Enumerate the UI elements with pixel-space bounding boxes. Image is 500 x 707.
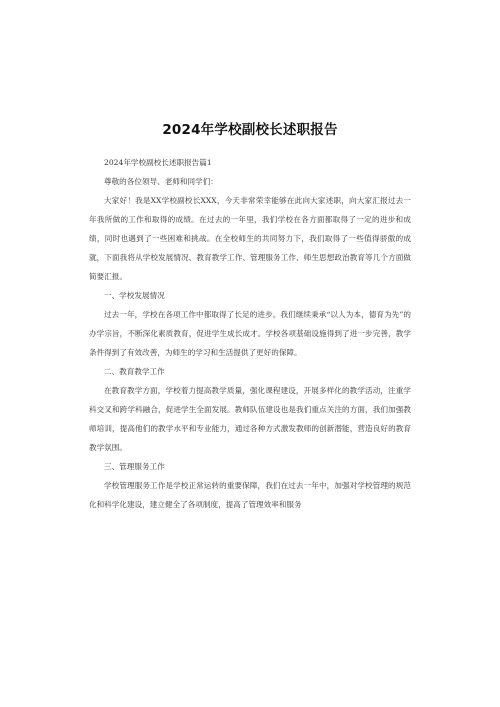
- section-heading-1: 一、学校发展情况: [104, 291, 165, 300]
- intro-paragraph: 大家好！我是XX学校副校长XXX，今天非常荣幸能够在此向大家述职，向大家汇报过去一年我所做的工作和取得的成绩。在过去的一年里，我们学校在各方面都取得了一定的进步和成绩，同时也遇到了一些困难和挑战。在全校师生的共同努力下，我们取得了一些值得骄傲的成就，下面我将从学校发展情况、教育教学工作、管理服务工作、师生思想政治教育等几个方面做简要汇报。: [89, 196, 411, 281]
- section-heading-2: 二、教育教学工作: [104, 367, 165, 376]
- greeting-paragraph: 尊敬的各位领导、老师和同学们：: [104, 177, 218, 186]
- section-paragraph-2: 在教育教学方面，学校着力提高教学质量，强化课程建设，开展多样化的教学活动，注重学科交叉和跨学科融合，促进学生全面发展。教师队伍建设也是我们重点关注的方面，我们加强教师培训，提高他们的教学水平和专业能力，通过各种方式激发教师的创新潜能，营造良好的教育教学氛围。: [89, 386, 411, 452]
- subtitle-paragraph: 2024年学校副校长述职报告篇1: [104, 158, 212, 167]
- document-title: 2024年学校副校长述职报告: [162, 122, 338, 138]
- section-paragraph-1: 过去一年，学校在各项工作中都取得了长足的进步。我们继续秉承“以人为本，德育为先”的办学宗旨，不断深化素质教育，促进学生成长成才。学校各项基础设施得到了进一步完善，教学条件得到了有效改善，为师生的学习和生活提供了更好的保障。: [89, 310, 411, 357]
- section-heading-3: 三、管理服务工作: [104, 462, 165, 471]
- document-body: [89, 153, 411, 514]
- section-paragraph-3: 学校管理服务工作是学校正常运转的重要保障，我们在过去一年中，加强对学校管理的规范化和科学化建设，建立健全了各项制度，提高了管理效率和服务: [89, 481, 411, 509]
